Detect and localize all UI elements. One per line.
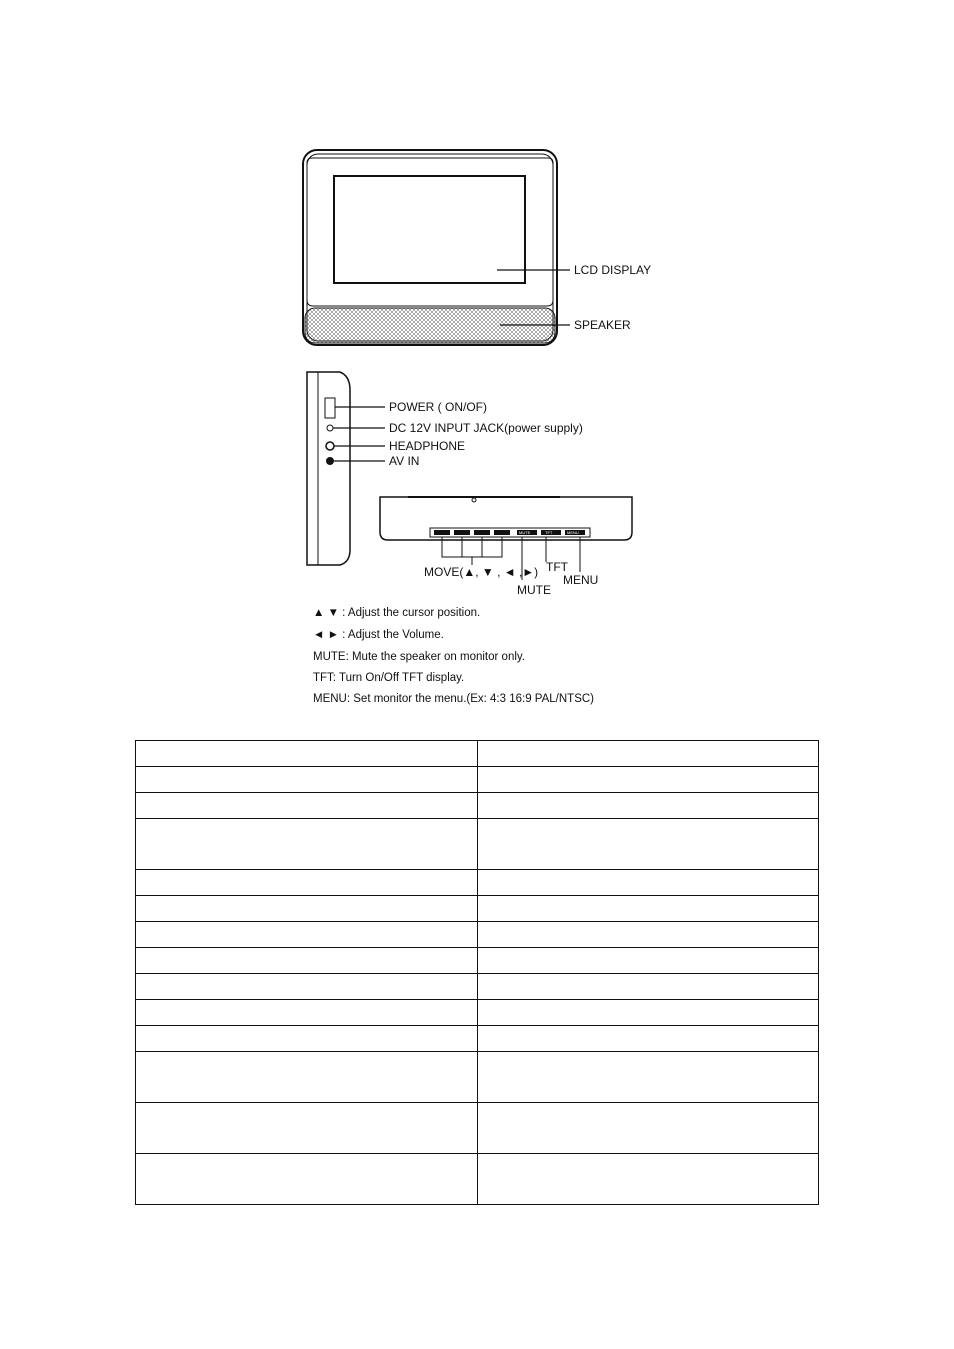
callout-headphone: HEADPHONE [389,439,466,453]
table-row [136,948,819,974]
callout-lcd-display: LCD DISPLAY [574,263,652,277]
table-cell [478,1052,819,1103]
desc-cursor: ▲ ▼ : Adjust the cursor position. [313,607,481,619]
table-cell [478,741,819,767]
table-cell [478,922,819,948]
table-row [136,1026,819,1052]
callout-move: MOVE(▲, ▼ , ◄ ,►) [424,565,539,579]
callout-tft: TFT [546,560,568,574]
callout-av-in: AV IN [389,454,420,468]
table-row [136,922,819,948]
button-face-menu: MENU [567,530,579,535]
table-cell [136,974,478,1000]
table-cell [136,1052,478,1103]
table-cell [136,741,478,767]
table-cell [136,1103,478,1154]
table-cell [136,870,478,896]
table-cell [478,767,819,793]
table-cell [136,793,478,819]
table-cell [478,870,819,896]
table-row [136,1052,819,1103]
table-row [136,741,819,767]
table-cell [136,896,478,922]
table-cell [478,1103,819,1154]
table-row [136,767,819,793]
table-row [136,974,819,1000]
spec-table [135,740,819,1205]
monitor-front-view [303,150,570,345]
table-row [136,1000,819,1026]
table-cell [478,819,819,870]
table-cell [136,767,478,793]
table-cell [136,922,478,948]
button-face-tft: TFT [545,530,553,535]
table-cell [478,1000,819,1026]
table-cell [136,1000,478,1026]
desc-mute: MUTE: Mute the speaker on monitor only. [313,651,525,663]
table-cell [478,793,819,819]
table-row [136,819,819,870]
table-cell [478,948,819,974]
table-row [136,896,819,922]
desc-tft: TFT: Turn On/Off TFT display. [313,672,465,684]
table-row [136,1103,819,1154]
callout-dc-input: DC 12V INPUT JACK(power supply) [389,421,583,435]
table-row [136,793,819,819]
table-cell [478,1154,819,1205]
button-face-mute: MUTE [519,530,531,535]
desc-menu: MENU: Set monitor the menu.(Ex: 4:3 16:9 PAL/NTSC) [313,693,595,705]
table-cell [136,948,478,974]
callout-power: POWER ( ON/OF) [389,400,487,414]
table-cell [136,819,478,870]
table-row [136,1154,819,1205]
table-row [136,870,819,896]
callout-speaker: SPEAKER [574,318,631,332]
desc-volume: ◄ ► : Adjust the Volume. [313,629,444,641]
monitor-side-view [307,372,385,565]
callout-mute: MUTE [517,583,551,597]
table-cell [478,1026,819,1052]
callout-menu: MENU [563,573,599,587]
table-cell [478,974,819,1000]
table-cell [478,896,819,922]
table-cell [136,1026,478,1052]
table-cell [136,1154,478,1205]
